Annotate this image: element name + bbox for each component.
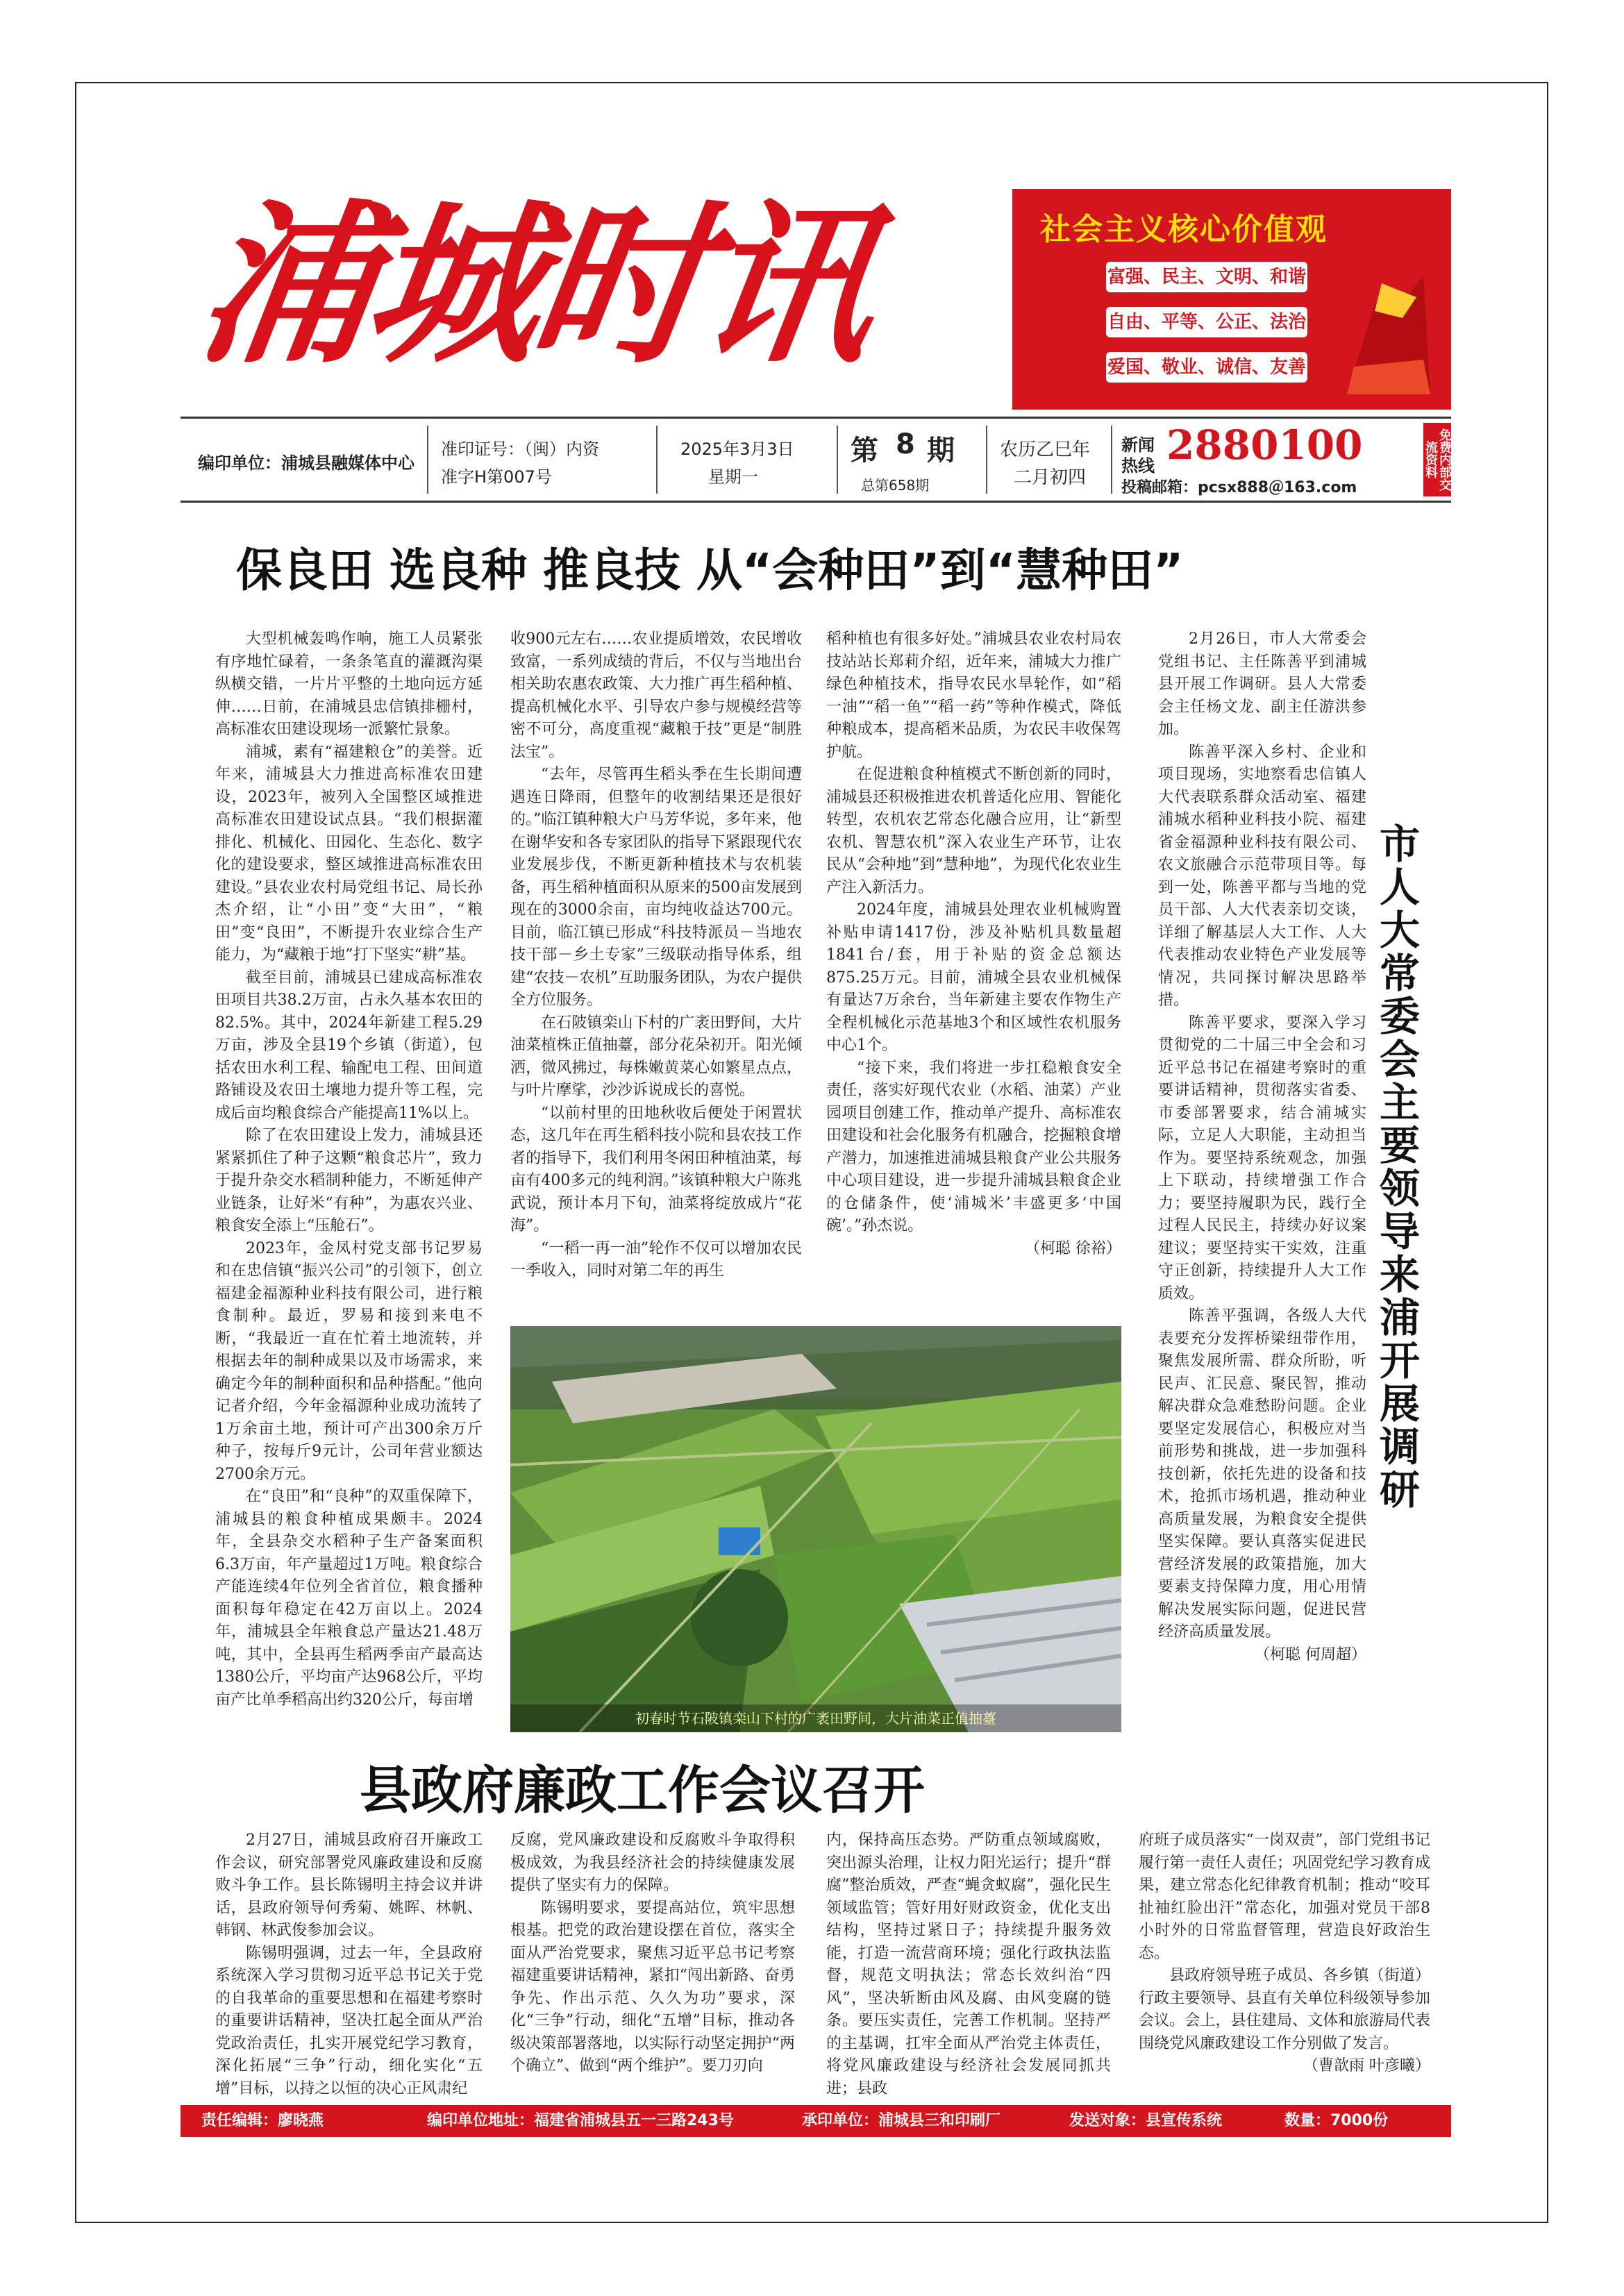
masthead (187, 183, 1000, 396)
divider (1111, 426, 1112, 494)
article-3-column-3 (826, 1829, 1111, 2097)
divider (427, 426, 428, 494)
article-3-headline: 县政府廉政工作会议召开 (360, 1761, 925, 1820)
core-values-line-1: 富强、民主、文明、和谐 (1106, 262, 1307, 292)
article-1-column-1 (215, 628, 483, 1746)
footer-quantity: 数量：7000份 (1284, 2112, 1389, 2129)
divider (837, 426, 838, 494)
paragraph: 2月26日，市人大常委会党组书记、主任陈善平到浦城县开展工作调研。县人大常委会主任杨文龙、副主任游洪参加。 (1158, 630, 1366, 738)
issue-date: 2025年3月3日 (680, 439, 794, 459)
permit-line-2: 准字H第007号 (441, 467, 552, 487)
paragraph: 府班子成员落实“一岗双责”，部门党组书记履行第一责任人责任；巩固党纪学习教育成果，建立常态化纪律教育机制；推动“咬耳扯袖红脸出汗”常态化，加强对党员干部8小时外的日常监督管理，营造良好政治生态。 (1139, 1832, 1430, 1962)
issue-total: 总第658期 (861, 477, 930, 494)
paragraph: 2024年度，浦城县处理农业机械购置补贴申请1417份，涉及补贴机具数量超1841台/套，用于补贴的资金总额达875.25万元。目前，浦城全县农业机械保有量达7万余台，当年新建主要农作物生产全程机械化示范基地3个和区域性农机服务中心1个。 (826, 901, 1121, 1054)
footer-target: 发送对象：县宣传系统 (1069, 2112, 1223, 2129)
paragraph: “以前村里的田地秋收后便处于闲置状态，这几年在再生稻科技小院和县农技工作者的指导下，我们利用冬闲田种植油菜，每亩有400多元的纯利润。”该镇种粮大户陈兆武说，预计本月下旬，油菜将绽放成片“花海”。 (510, 1104, 802, 1234)
paragraph: 浦城，素有“福建粮仓”的美誉。近年来，浦城县大力推进高标准农田建设，2023年，被列入全国整区域推进高标准农田建设试点县。“我们根据灌排化、机械化、田园化、生态化、数字化的建设要求，整区域推进高标准农田建设。”县农业农村局党组书记、局长孙杰介绍，让“小田”变“大田”，“粮田”变“良田”，不断提升农业综合生产能力，为“藏粮于地”打下坚实“耕”基。 (215, 743, 483, 964)
article-1-headline: 保良田 选良种 推良技 从“会种田”到“慧种田” (236, 544, 1184, 597)
footer-printer: 承印单位：浦城县三和印刷厂 (802, 2112, 1001, 2129)
article-3-column-4 (1139, 1829, 1430, 2086)
article-2-body (1158, 628, 1366, 1694)
lunar-date: 二月初四 (1014, 467, 1087, 488)
article-1-column-2 (510, 628, 802, 1316)
paragraph: 在石陂镇栾山下村的广袤田野间，大片油菜植株正值抽薹，部分花朵初开。阳光倾洒，微风拂过，每株嫩黄菜心如繁星点点，与叶片摩挲，沙沙诉说成长的喜悦。 (510, 1014, 802, 1099)
footer-bar (181, 2105, 1451, 2137)
footer-address: 编印单位地址：福建省浦城县五一三路243号 (427, 2112, 734, 2129)
submission-email: 投稿邮箱：pcsx888＠163.com (1121, 479, 1357, 496)
issue-weekday: 星期一 (708, 467, 758, 487)
paragraph: 收900元左右……农业提质增效，农民增收致富，一系列成绩的背后，不仅与当地出台相关助农惠农政策、大力推广再生稻种植、提高机械化水平、引导农户参与规模经营等密不可分，高度重视“藏粮于技”更是“制胜法宝”。 (510, 630, 802, 761)
paragraph: 除了在农田建设上发力，浦城县还紧紧抓住了种子这颗“粮食芯片”，致力于提升杂交水稻制种能力，不断延伸产业链条，让好米“有种”，为惠农兴业、粮食安全添上“压舱石”。 (215, 1127, 483, 1234)
article-1-column-3 (826, 628, 1121, 1316)
paragraph: 在“良田”和“良种”的双重保障下，浦城县的粮食种植成果颇丰。2024年，全县杂交水稻种子生产备案面积6.3万亩，年产量超过1万吨。粮食综合产能连续4年位列全省首位，粮食播种面积每年稳定在42万亩以上。2024年，浦城县全年粮食总产量达21.48万吨，其中，全县再生稻两季亩产最高达1380公斤，平均亩产达968公斤，平均亩产比单季稻高出约320公斤，每亩增 (215, 1488, 483, 1709)
paragraph: 陈锡明要求，要提高站位，筑牢思想根基。把党的政治建设摆在首位，落实全面从严治党要求，聚焦习近平总书记考察福建重要讲话精神，紧扣“闯出新路、奋勇争先、作出示范、久久为功”要求，深化“三争”行动，细化“五增”目标，推动各级决策部署落地，以实际行动坚定拥护“两个确立”、做到“两个维护”。要刀刃向 (510, 1899, 795, 2075)
farmland-photo-image (510, 1326, 1121, 1732)
article-3-column-1 (215, 1829, 483, 2097)
farmland-aerial-photo (510, 1326, 1121, 1732)
paragraph: 截至目前，浦城县已建成高标准农田项目共38.2万亩，占永久基本农田的82.5%。其中，2024年新建工程5.29万亩，涉及全县19个乡镇（街道），包括农田水利工程、输配电工程、田间道路铺设及农田土壤地力提升等工程，完成后亩均粮食综合产能提高11%以上。 (215, 969, 483, 1122)
paragraph: 2月27日，浦城县政府召开廉政工作会议，研究部署党风廉政建设和反腐败斗争工作。县长陈锡明主持会议并讲话，县政府领导何秀菊、姚晖、林帆、韩钢、林武俊参加会议。 (215, 1832, 483, 1939)
article-2-byline: （柯聪 何周超） (1255, 1645, 1366, 1664)
paragraph: 内，保持高压态势。严防重点领域腐败，突出源头治理，让权力阳光运行；提升“群腐”整治质效，严查“蝇贪蚁腐”，强化民生领域监管；管好用好财政资金，优化支出结构，坚持过紧日子；持续提升服务效能，打造一流营商环境；强化行政执法监督，规范文明执法；常态长效纠治“四风”，坚决斩断由风及腐、由风变腐的链条。要压实责任，完善工作机制。坚持严的主基调，扛牢全面从严治党主体责任，将党风廉政建设与经济社会发展同抓共进；县政 (826, 1832, 1111, 2097)
core-values-box (1012, 189, 1451, 410)
paragraph: 陈善平强调，各级人大代表要充分发挥桥梁纽带作用，聚焦发展所需、群众所盼，听民声、汇民意、聚民智，推动解决群众急难愁盼问题。企业要坚定发展信心，积极应对当前形势和挑战，进一步加强科技创新，依托先进的设备和技术，抢抓市场机遇，推动种业高质量发展，为粮食安全提供坚实保障。要认真落实促进民营经济发展的政策措施，加大要素支持保障力度，用心用情解决发展实际问题，促进民营经济高质量发展。 (1158, 1307, 1366, 1641)
article-1-byline: （柯聪 徐裕） (1025, 1239, 1121, 1257)
paragraph: “接下来，我们将进一步扛稳粮食安全责任，落实好现代农业（水稻、油菜）产业园项目创建工作，推动单产提升、高标准农田建设和社会化服务有机融合，挖掘粮食增产潜力，加速推进浦城县粮食产业公共服务中心项目建设，进一步提升浦城县粮食企业的仓储条件，使‘浦城米’丰盛更多‘中国碗’。”孙杰说。 (826, 1059, 1121, 1234)
article-3-column-2 (510, 1829, 795, 2086)
hotline-label-2: 热线 (1121, 456, 1155, 476)
photo-caption: 初春时节石陂镇栾山下村的广袤田野间，大片油菜正值抽薹 (510, 1704, 1121, 1732)
core-values-line-2: 自由、平等、公正、法治 (1106, 307, 1307, 337)
paragraph: 大型机械轰鸣作响，施工人员紧张有序地忙碌着，一条条笔直的灌溉沟渠纵横交错，一片片平整的土地向远方延伸……日前，在浦城县忠信镇排栅村，高标准农田建设现场一派繁忙景象。 (215, 630, 483, 738)
masthead-title: 浦城时讯 (187, 183, 882, 387)
lunar-year: 农历乙巳年 (1000, 439, 1091, 460)
paragraph: 反腐，党风廉政建设和反腐败斗争取得积极成效，为我县经济社会的持续健康发展提供了坚实有力的保障。 (510, 1832, 795, 1894)
article-3-byline: （曹歆雨 叶彦曦） (1303, 2057, 1430, 2075)
paragraph: 陈善平深入乡村、企业和项目现场，实地察看忠信镇人大代表联系群众活动室、福建浦城水稻种业科技小院、福建省金福源种业科技有限公司、农文旅融合示范带项目等。每到一处，陈善平都与当地的党员干部、人大代表亲切交谈，详细了解基层人大工作、人大代表推动农业特色产业发展等情况，共同探讨解决思路举措。 (1158, 743, 1366, 1009)
divider (656, 426, 658, 494)
permit-line-1: 准印证号：（闽）内资 (441, 439, 599, 459)
paragraph: “去年，尽管再生稻头季在生长期间遭遇连日降雨，但整年的收割结果还是很好的。”临江镇种粮大户马芳华说，多年来，他在谢华安和各专家团队的指导下紧跟现代农业发展步伐，不断更新种植技术与农机装备，再生稻种植面积从原来的500亩发展到现在的3000余亩，亩均纯收益达700元。目前，临江镇已形成“科技特派员－当地农技干部－乡土专家”三级联动指导体系，组建“农技－农机”互助服务团队，为农户提供全方位服务。 (510, 766, 802, 1009)
article-2-headline: 市人大常委会主要领导来浦开展调研 (1373, 823, 1420, 1511)
paragraph: 县政府领导班子成员、各乡镇（街道）行政主要领导、县直有关单位科级领导参加会议。会上，县住建局、文体和旅游局代表围绕党风廉政建设工作分别做了发言。 (1139, 1967, 1430, 2052)
free-material-badge: 免费内部交流资料 (1423, 423, 1451, 496)
footer-editor: 责任编辑：廖晓燕 (201, 2112, 324, 2129)
issue-prefix: 第 (851, 435, 878, 467)
paragraph: 陈锡明强调，过去一年，全县政府系统深入学习贯彻习近平总书记关于党的自我革命的重要思想和在福建考察时的重要讲话精神，坚决扛起全面从严治党政治责任，扎实开展党纪学习教育，深化拓展“三争”行动，细化实化“五增”目标，以持之以恒的决心正风肃纪 (215, 1944, 483, 2097)
paragraph: 陈善平要求，要深入学习贯彻党的二十届三中全会和习近平总书记在福建考察时的重要讲话精神，贯彻落实省委、市委部署要求，结合浦城实际，立足人大职能，主动担当作为。要坚持系统观念，加强上下联动，持续增强工作合力；要坚持履职为民，践行全过程人民民主，持续办好议案建议；要坚持实干实效，注重守正创新，持续提升人大工作质效。 (1158, 1014, 1366, 1302)
publisher-label: 编印单位：浦城县融媒体中心 (198, 453, 415, 473)
decorative-flag-icon (1333, 262, 1437, 401)
issue-suffix: 期 (927, 435, 955, 467)
divider (986, 426, 987, 494)
core-values-title: 社会主义核心价值观 (1040, 212, 1328, 247)
paragraph: 在促进粮食种植模式不断创新的同时，浦城县还积极推进农机普适化应用、智能化转型，农机农艺常态化融合应用，让“新型农机、智慧农机”深入农业生产环节，让农民从“会种地”到“慧种地”，为现代化农业生产注入新活力。 (826, 766, 1121, 896)
paragraph: 2023年，金凤村党支部书记罗易和在忠信镇“振兴公司”的引领下，创立福建金福源种业科技有限公司，进行粮食制种。最近，罗易和接到来电不断，“我最近一直在忙着土地流转，并根据去年的制种成果以及市场需求，来确定今年的制种面积和品种搭配。”他向记者介绍，今年金福源种业成功流转了1万余亩土地，预计可产出300余万斤种子，按每斤9元计，公司年营业额达2700余万元。 (215, 1239, 483, 1483)
core-values-line-3: 爱国、敬业、诚信、友善 (1106, 352, 1307, 383)
paragraph: “一稻一再一油”轮作不仅可以增加农民一季收入，同时对第二年的再生 (510, 1239, 802, 1280)
issue-info-bar (181, 417, 1451, 503)
hotline-label-1: 新闻 (1121, 435, 1155, 455)
hotline-number: 2880100 (1166, 421, 1363, 469)
paragraph: 稻种植也有很多好处。”浦城县农业农村局农技站站长郑莉介绍，近年来，浦城大力推广绿色种植技术，指导农民水旱轮作，如“稻一油”“稻一鱼”“稻一药”等种作模式，降低种粮成本，提高稻米品质，为农民丰收保驾护航。 (826, 630, 1121, 761)
issue-number: 8 (896, 428, 915, 460)
